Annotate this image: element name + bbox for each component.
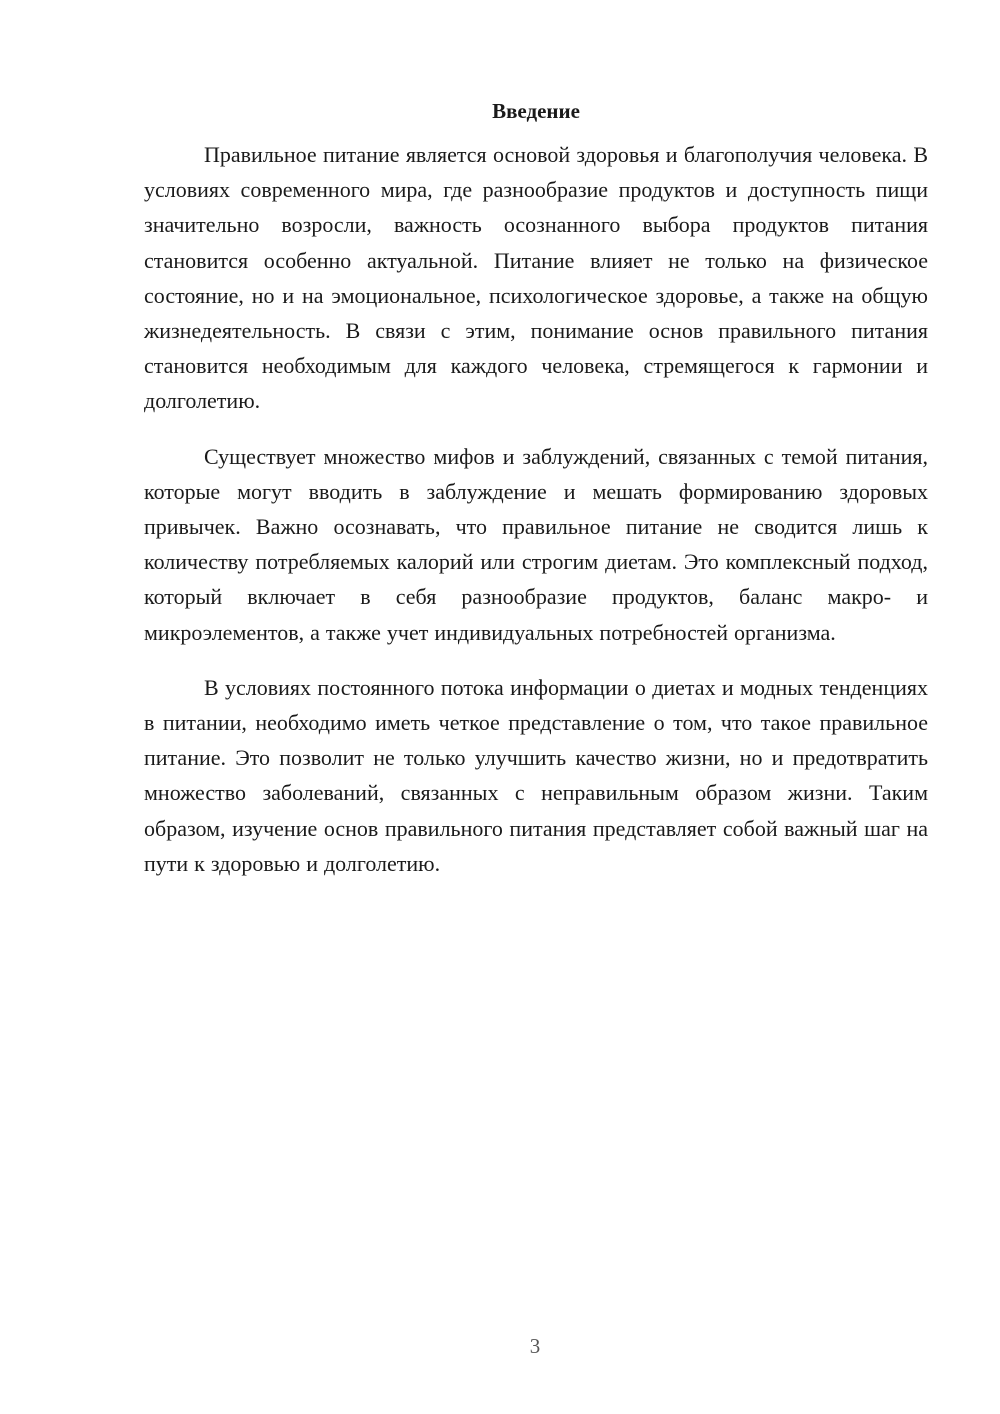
section-title: Введение	[492, 99, 580, 123]
page-content	[144, 95, 928, 901]
paragraph-3: В условиях постоянного потока информации о диетах и модных тенденциях в питании, необходимо иметь четкое представление о том, что такое правильное питание. Это позволит не только улучшить качество жизни, но и предотвратить множество заболеваний, связанных с неправильным образом жизни. Таким образом, изучение основ правильного питания представляет собой важный шаг на пути к здоровью и долголетию.	[144, 674, 928, 876]
page-number: 3	[529, 1334, 541, 1358]
paragraph-2: Существует множество мифов и заблуждений, связанных с темой питания, которые могут вводить в заблуждение и мешать формированию здоровых привычек. Важно осознавать, что правильное питание не сводится лишь к количеству потребляемых калорий или строгим диетам. Это комплексный подход, который включает в себя разнообразие продуктов, баланс макро- и микроэлементов, а также учет индивидуальных потребностей организма.	[144, 443, 928, 645]
paragraph-1: Правильное питание является основой здоровья и благополучия человека. В условиях современного мира, где разнообразие продуктов и доступность пищи значительно возросли, важность осознанного выбора продуктов питания становится особенно актуальной. Питание влияет не только на физическое состояние, но и на эмоциональное, психологическое здоровье, а также на общую жизнедеятельность. В связи с этим, понимание основ правильного питания становится необходимым для каждого человека, стремящегося к гармонии и долголетию.	[144, 142, 928, 414]
